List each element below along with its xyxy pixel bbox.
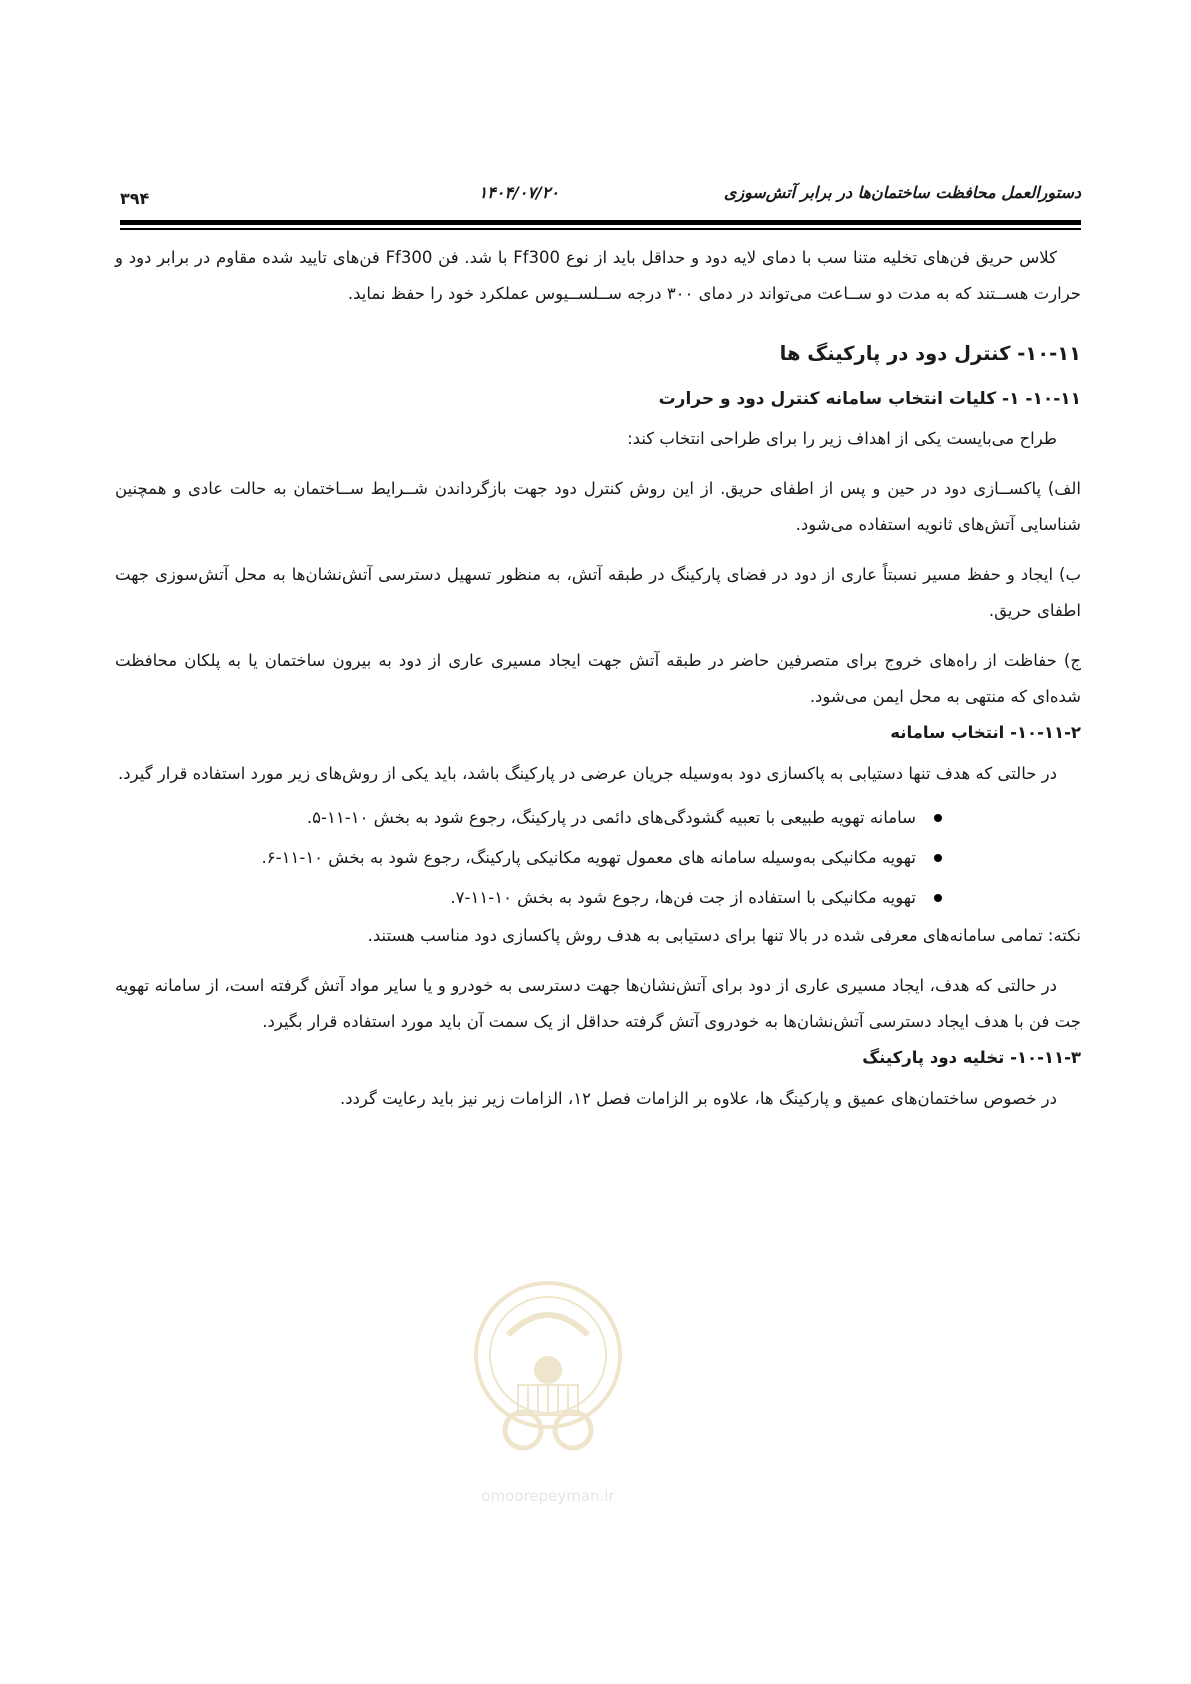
header-title: دستورالعمل محافظت ساختمان‌ها در برابر آتش‌سوزی bbox=[723, 183, 1081, 202]
subsection-heading-3: ۱۰-۱۱-۳- تخلیه دود پارکینگ bbox=[862, 1048, 1081, 1067]
intro-paragraph: کلاس حریق فن‌های تخلیه متنا سب با دمای لایه دود و حداقل باید از نوع Ff300 با شد. فن Ff300 فن‌های تایید شده مقاوم در برابر دود و حرارت هســتند که به مدت دو ســاعت می‌تواند در دمای ۳۰۰ درجه ســلســیوس عملکرد خود را حفظ نماید. bbox=[115, 248, 1081, 303]
watermark-url: omoorepeyman.ir bbox=[481, 1487, 615, 1505]
list-item: تهویه مکانیکی با استفاده از جت فن‌ها، رجوع شود به بخش ۱۰-۱۱-۷. bbox=[115, 878, 916, 918]
goal-a-paragraph: الف) پاکســازی دود در حین و پس از اطفای حریق. از این روش کنترل دود جهت بازگرداندن شــرایط ســاختمان به حالت عادی و همچنین شناسایی آتش‌های ثانویه استفاده می‌شود. bbox=[115, 479, 1081, 534]
bullet-icon bbox=[934, 814, 942, 822]
bullet-icon bbox=[934, 854, 942, 862]
page-header bbox=[120, 183, 1081, 215]
jetfan-paragraph: در حالتی که هدف، ایجاد مسیری عاری از دود برای آتش‌نشان‌ها جهت دسترسی به خودرو و یا سایر مواد آتش گرفته است، از سامانه تهویه جت فن با هدف ایجاد دسترسی آتش‌نشان‌ها به خودروی آتش گرفته حداقل از یک سمت آن باید مورد استفاده قرار بگیرد. bbox=[115, 976, 1081, 1031]
logo-emblem-icon bbox=[463, 1265, 633, 1475]
selection-paragraph: در حالتی که هدف تنها دستیابی به پاکسازی دود به‌وسیله جریان عرضی در پارکینگ باشد، باید یکی از روش‌های زیر مورد استفاده قرار گیرد. bbox=[118, 764, 1057, 783]
goal-b-paragraph: ب) ایجاد و حفظ مسیر نسبتاً عاری از دود در فضای پارکینگ در طبقه آتش، به منظور تسهیل دسترسی آتش‌نشان‌ها به محل آتش‌سوزی جهت اطفای حریق. bbox=[115, 565, 1081, 620]
note-paragraph: نکته: تمامی سامانه‌های معرفی شده در بالا تنها برای دستیابی به هدف روش پاکسازی دود مناسب هستند. bbox=[367, 926, 1081, 945]
designer-goal-paragraph: طراح می‌بایست یکی از اهداف زیر را برای طراحی انتخاب کند: bbox=[627, 429, 1057, 448]
deep-buildings-paragraph: در خصوص ساختمان‌های عمیق و پارکینگ ها، علاوه بر الزامات فصل ۱۲، الزامات زیر نیز باید رعایت گردد. bbox=[339, 1089, 1057, 1108]
method-list bbox=[115, 798, 1081, 918]
list-item: تهویه مکانیکی به‌وسیله سامانه های معمول تهویه مکانیکی پارکینگ، رجوع شود به بخش ۱۰-۱۱-۶. bbox=[115, 838, 916, 878]
bullet-icon bbox=[934, 894, 942, 902]
document-body bbox=[115, 240, 1081, 1117]
header-date: ۱۴۰۴/۰۷/۲۰ bbox=[478, 183, 559, 202]
list-item: سامانه تهویه طبیعی با تعبیه گشودگی‌های دائمی در پارکینگ، رجوع شود به بخش ۱۰-۱۱-۵. bbox=[115, 798, 916, 838]
page-number: ۳۹۴ bbox=[120, 189, 150, 208]
subsection-heading-2: ۱۰-۱۱-۲- انتخاب سامانه bbox=[890, 723, 1081, 742]
header-rule-thick bbox=[120, 220, 1081, 225]
header-rule-thin bbox=[120, 228, 1081, 230]
watermark-logo bbox=[463, 1265, 633, 1505]
subsection-heading-1: ۱۰-۱۱- ۱- کلیات انتخاب سامانه کنترل دود و حرارت bbox=[658, 389, 1081, 409]
goal-c-paragraph: ج) حفاظت از راه‌های خروج برای متصرفین حاضر در طبقه آتش جهت ایجاد مسیری عاری از دود به بیرون ساختمان یا به پلکان محافظت شده‌ای که منتهی به محل ایمن می‌شود. bbox=[115, 651, 1081, 706]
section-heading: ۱۰-۱۱- کنترل دود در پارکینگ ها bbox=[779, 342, 1081, 365]
